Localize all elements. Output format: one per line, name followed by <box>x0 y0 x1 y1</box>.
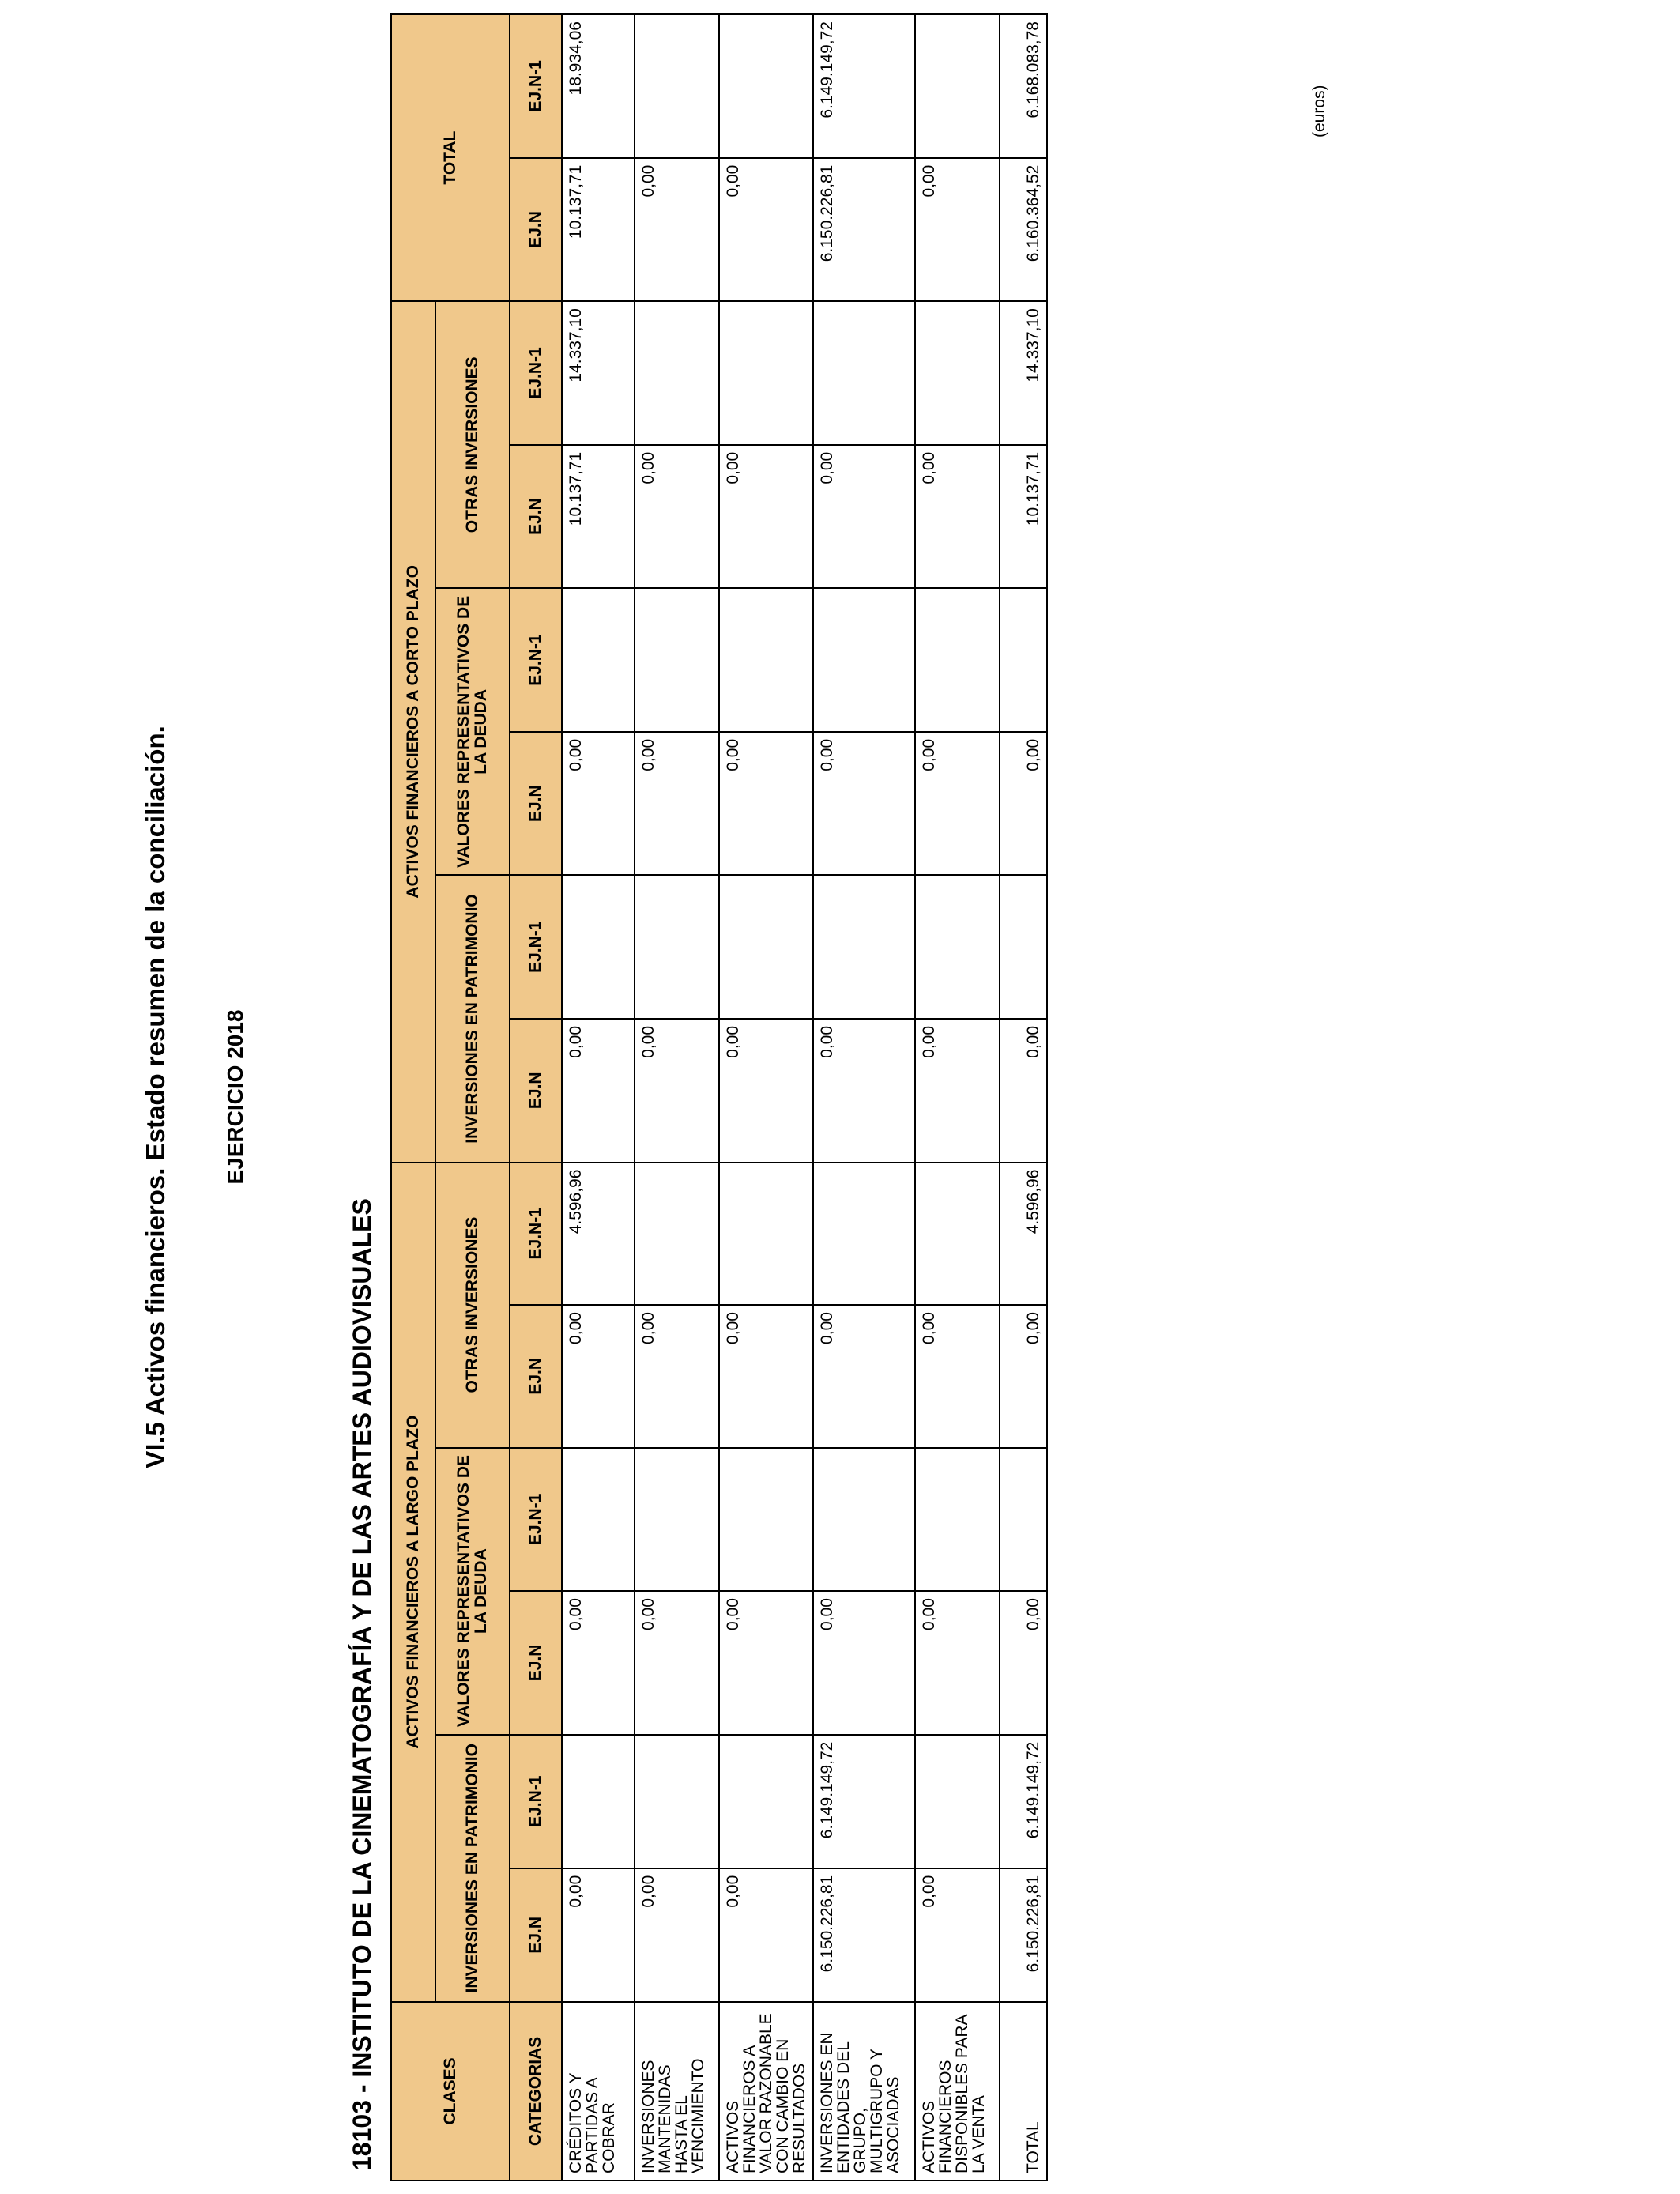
header-ej-n: EJ.N <box>510 1019 562 1163</box>
value-cell: 10.137,71 <box>562 445 635 589</box>
value-cell <box>915 1448 1000 1592</box>
value-cell: 10.137,71 <box>1000 445 1047 589</box>
value-cell <box>813 1163 915 1306</box>
value-cell: 0,00 <box>562 1868 635 2002</box>
value-cell <box>562 1448 635 1592</box>
category-cell: ACTIVOS FINANCIEROS DISPONIBLES PARA LA VENTA <box>915 2002 1000 2181</box>
value-cell: 0,00 <box>719 1305 813 1448</box>
value-cell: 0,00 <box>562 1591 635 1735</box>
value-cell <box>635 14 719 158</box>
table-row <box>813 14 915 2181</box>
value-cell: 0,00 <box>635 1591 719 1735</box>
value-cell <box>813 588 915 732</box>
header-total: TOTAL <box>391 14 510 301</box>
header-ej-n: EJ.N <box>510 732 562 876</box>
value-cell: 6.168.083,78 <box>1000 14 1047 158</box>
value-cell: 0,00 <box>635 1305 719 1448</box>
value-cell <box>719 1448 813 1592</box>
header-ej-n: EJ.N <box>510 445 562 589</box>
value-cell <box>813 875 915 1019</box>
header-cp-otras-inversiones: OTRAS INVERSIONES <box>435 301 510 588</box>
value-cell: 0,00 <box>1000 1305 1047 1448</box>
category-cell: TOTAL <box>1000 2002 1047 2181</box>
value-cell: 0,00 <box>915 445 1000 589</box>
value-cell <box>813 301 915 445</box>
value-cell: 0,00 <box>915 1019 1000 1163</box>
value-cell <box>635 301 719 445</box>
value-cell <box>635 1163 719 1306</box>
table-row <box>915 14 1000 2181</box>
value-cell <box>719 875 813 1019</box>
value-cell <box>562 1735 635 1868</box>
value-cell <box>915 301 1000 445</box>
value-cell: 4.596,96 <box>562 1163 635 1306</box>
value-cell <box>562 588 635 732</box>
category-cell: INVERSIONES MANTENIDAS HASTA EL VENCIMIENTO <box>635 2002 719 2181</box>
value-cell <box>915 875 1000 1019</box>
value-cell: 6.150.226,81 <box>813 1868 915 2002</box>
value-cell: 6.160.364,52 <box>1000 158 1047 302</box>
value-cell: 0,00 <box>635 732 719 876</box>
header-categorias: CATEGORIAS <box>510 2002 562 2181</box>
value-cell <box>915 1735 1000 1868</box>
table-row <box>635 14 719 2181</box>
page-title: VI.5 Activos financieros. Estado resumen de la conciliación. <box>141 726 170 1468</box>
category-cell: CRÉDITOS Y PARTIDAS A COBRAR <box>562 2002 635 2181</box>
value-cell: 0,00 <box>635 445 719 589</box>
value-cell: 0,00 <box>813 445 915 589</box>
value-cell: 6.149.149,72 <box>813 14 915 158</box>
value-cell: 0,00 <box>635 1868 719 2002</box>
value-cell: 0,00 <box>813 1305 915 1448</box>
value-cell: 6.150.226,81 <box>813 158 915 302</box>
value-cell <box>1000 588 1047 732</box>
value-cell: 0,00 <box>562 1305 635 1448</box>
header-ej-n1: EJ.N-1 <box>510 588 562 732</box>
header-lp-otras-inversiones: OTRAS INVERSIONES <box>435 1163 510 1448</box>
value-cell: 0,00 <box>915 1868 1000 2002</box>
value-cell: 0,00 <box>635 158 719 302</box>
value-cell: 0,00 <box>635 1019 719 1163</box>
value-cell: 0,00 <box>719 1591 813 1735</box>
value-cell: 0,00 <box>915 1591 1000 1735</box>
value-cell <box>813 1448 915 1592</box>
value-cell: 0,00 <box>719 445 813 589</box>
header-ej-n: EJ.N <box>510 1591 562 1735</box>
value-cell: 0,00 <box>719 1868 813 2002</box>
value-cell <box>1000 875 1047 1019</box>
value-cell <box>719 1735 813 1868</box>
currency-note: (euros) <box>1310 85 1328 138</box>
category-cell: ACTIVOS FINANCIEROS A VALOR RAZONABLE CON CAMBIO EN RESULTADOS <box>719 2002 813 2181</box>
table-row <box>1000 14 1047 2181</box>
header-cp-inversiones-patrimonio: INVERSIONES EN PATRIMONIO <box>435 875 510 1162</box>
value-cell: 0,00 <box>1000 1019 1047 1163</box>
value-cell: 0,00 <box>915 158 1000 302</box>
header-ej-n1: EJ.N-1 <box>510 875 562 1019</box>
value-cell <box>635 875 719 1019</box>
header-ej-n1: EJ.N-1 <box>510 14 562 158</box>
header-cp-valores-deuda: VALORES REPRESENTATIVOS DE LA DEUDA <box>435 588 510 875</box>
header-ej-n1: EJ.N-1 <box>510 1448 562 1592</box>
value-cell: 0,00 <box>915 732 1000 876</box>
table-row <box>719 14 813 2181</box>
value-cell <box>562 875 635 1019</box>
header-ej-n: EJ.N <box>510 1868 562 2002</box>
value-cell: 4.596,96 <box>1000 1163 1047 1306</box>
value-cell <box>719 1163 813 1306</box>
value-cell: 0,00 <box>813 1591 915 1735</box>
value-cell: 0,00 <box>719 158 813 302</box>
value-cell <box>915 588 1000 732</box>
value-cell: 0,00 <box>915 1305 1000 1448</box>
header-largo-plazo: ACTIVOS FINANCIEROS A LARGO PLAZO <box>391 1163 435 2002</box>
header-ej-n1: EJ.N-1 <box>510 1163 562 1306</box>
header-clases: CLASES <box>391 2002 510 2181</box>
value-cell <box>1000 1448 1047 1592</box>
value-cell: 14.337,10 <box>1000 301 1047 445</box>
value-cell: 0,00 <box>562 732 635 876</box>
header-ej-n1: EJ.N-1 <box>510 1735 562 1868</box>
value-cell: 0,00 <box>1000 732 1047 876</box>
value-cell: 14.337,10 <box>562 301 635 445</box>
value-cell <box>719 588 813 732</box>
value-cell: 0,00 <box>813 732 915 876</box>
value-cell: 0,00 <box>719 1019 813 1163</box>
value-cell <box>635 1448 719 1592</box>
value-cell <box>719 301 813 445</box>
value-cell: 6.149.149,72 <box>1000 1735 1047 1868</box>
value-cell <box>915 1163 1000 1306</box>
value-cell: 6.149.149,72 <box>813 1735 915 1868</box>
value-cell: 10.137,71 <box>562 158 635 302</box>
financial-assets-table <box>390 13 1048 2181</box>
value-cell: 18.934,06 <box>562 14 635 158</box>
value-cell: 0,00 <box>562 1019 635 1163</box>
category-cell: INVERSIONES EN ENTIDADES DEL GRUPO, MULTIGRUPO Y ASOCIADAS <box>813 2002 915 2181</box>
header-ej-n1: EJ.N-1 <box>510 301 562 445</box>
table-row <box>562 14 635 2181</box>
value-cell: 0,00 <box>719 732 813 876</box>
value-cell: 0,00 <box>1000 1591 1047 1735</box>
header-lp-inversiones-patrimonio: INVERSIONES EN PATRIMONIO <box>435 1735 510 2002</box>
header-ej-n: EJ.N <box>510 158 562 302</box>
header-corto-plazo: ACTIVOS FINANCIEROS A CORTO PLAZO <box>391 301 435 1162</box>
header-lp-valores-deuda: VALORES REPRESENTATIVOS DE LA DEUDA <box>435 1448 510 1735</box>
entity-name: 18103 - INSTITUTO DE LA CINEMATOGRAFÍA Y DE LAS ARTES AUDIOVISUALES <box>348 1198 376 2170</box>
value-cell <box>635 588 719 732</box>
header-ej-n: EJ.N <box>510 1305 562 1448</box>
value-cell: 6.150.226,81 <box>1000 1868 1047 2002</box>
exercise-year: EJERCICIO 2018 <box>223 1009 247 1185</box>
value-cell <box>719 14 813 158</box>
value-cell: 0,00 <box>813 1019 915 1163</box>
value-cell <box>915 14 1000 158</box>
value-cell <box>635 1735 719 1868</box>
